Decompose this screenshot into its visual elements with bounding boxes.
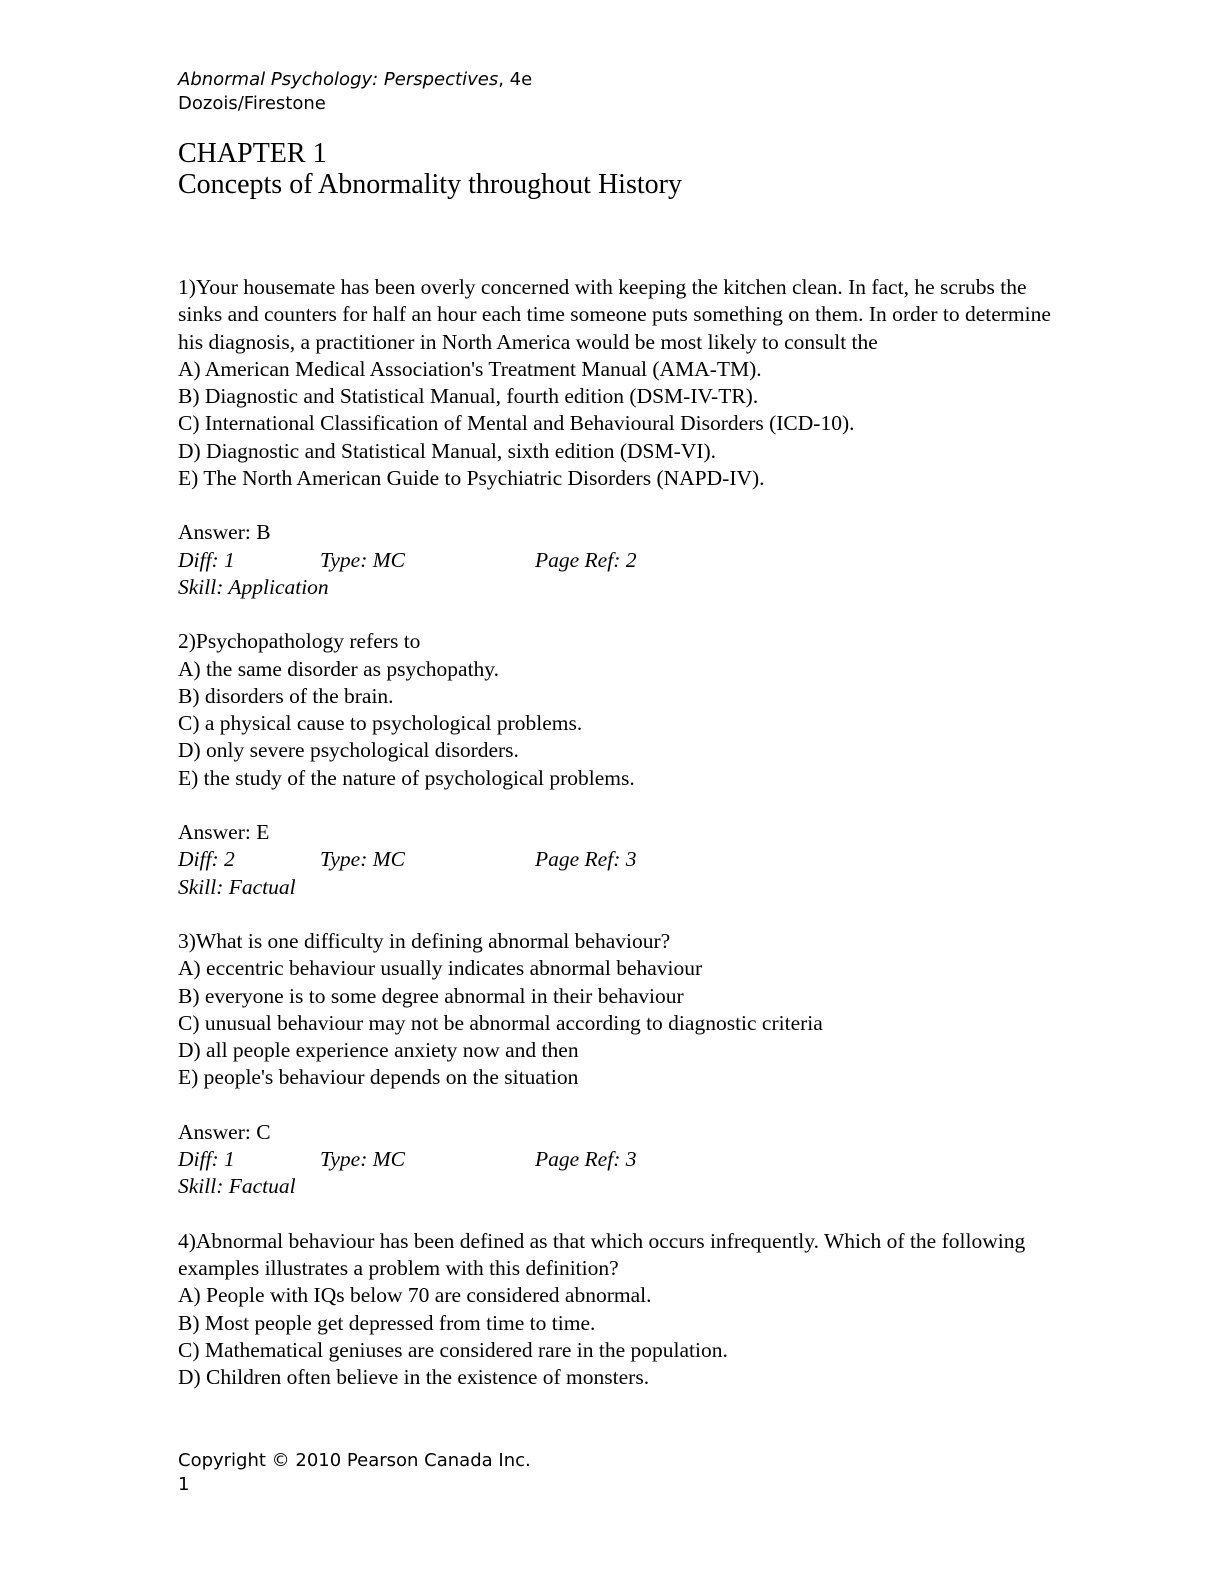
question-meta bbox=[178, 819, 1058, 901]
question-type: Type: MC bbox=[320, 547, 405, 572]
option-e: E) The North American Guide to Psychiatric Disorders (NAPD-IV). bbox=[178, 466, 765, 491]
chapter-title: Concepts of Abnormality throughout History bbox=[178, 169, 682, 200]
skill: Skill: Application bbox=[178, 574, 329, 599]
option-b: B) everyone is to some degree abnormal in their behaviour bbox=[178, 983, 684, 1008]
option-a: A) People with IQs below 70 are considered abnormal. bbox=[178, 1283, 652, 1308]
option-c: C) Mathematical geniuses are considered rare in the population. bbox=[178, 1337, 728, 1362]
chapter-number: CHAPTER 1 bbox=[178, 138, 327, 169]
option-a: A) the same disorder as psychopathy. bbox=[178, 656, 500, 681]
question-meta bbox=[178, 519, 1058, 601]
book-title: Abnormal Psychology: Perspectives bbox=[178, 69, 499, 90]
option-d: D) Diagnostic and Statistical Manual, sixth edition (DSM-VI). bbox=[178, 438, 717, 463]
question-2 bbox=[178, 628, 1058, 901]
page-footer bbox=[178, 1449, 531, 1497]
question-3 bbox=[178, 928, 1058, 1201]
question-1 bbox=[178, 274, 1058, 601]
book-edition: , 4e bbox=[498, 69, 533, 90]
meta-row bbox=[178, 1146, 1058, 1173]
chapter-heading bbox=[178, 138, 1058, 200]
meta-row bbox=[178, 846, 1058, 873]
skill: Skill: Factual bbox=[178, 874, 296, 899]
page-ref: Page Ref: 3 bbox=[535, 847, 637, 872]
option-b: B) Diagnostic and Statistical Manual, fourth edition (DSM-IV-TR). bbox=[178, 384, 759, 409]
document-page bbox=[178, 68, 1058, 1418]
option-e: E) the study of the nature of psychological problems. bbox=[178, 765, 635, 790]
option-e: E) people's behaviour depends on the situation bbox=[178, 1065, 579, 1090]
book-header bbox=[178, 68, 1058, 116]
difficulty: Diff: 1 bbox=[178, 1147, 235, 1172]
question-stem: 1)Your housemate has been overly concerned with keeping the kitchen clean. In fact, he scrubs the sinks and counters for half an hour each time someone puts something on them. In order to determine his diagnosis, a practitioner in North America would be most likely to consult the bbox=[178, 275, 1051, 354]
answer: Answer: E bbox=[178, 820, 270, 845]
page-ref: Page Ref: 3 bbox=[535, 1147, 637, 1172]
answer: Answer: B bbox=[178, 520, 271, 545]
option-c: C) a physical cause to psychological problems. bbox=[178, 711, 583, 736]
skill: Skill: Factual bbox=[178, 1174, 296, 1199]
option-a: A) eccentric behaviour usually indicates abnormal behaviour bbox=[178, 956, 703, 981]
copyright: Copyright © 2010 Pearson Canada Inc. bbox=[178, 1450, 531, 1471]
option-c: C) unusual behaviour may not be abnormal according to diagnostic criteria bbox=[178, 1010, 823, 1035]
question-type: Type: MC bbox=[320, 847, 405, 872]
question-meta bbox=[178, 1119, 1058, 1201]
difficulty: Diff: 1 bbox=[178, 547, 235, 572]
option-d: D) only severe psychological disorders. bbox=[178, 738, 519, 763]
meta-row bbox=[178, 547, 1058, 574]
option-c: C) International Classification of Mental and Behavioural Disorders (ICD-10). bbox=[178, 411, 855, 436]
option-d: D) Children often believe in the existence of monsters. bbox=[178, 1365, 650, 1390]
page-ref: Page Ref: 2 bbox=[535, 547, 637, 572]
question-4 bbox=[178, 1228, 1058, 1392]
option-a: A) American Medical Association's Treatment Manual (AMA-TM). bbox=[178, 356, 762, 381]
page-number: 1 bbox=[178, 1474, 190, 1495]
difficulty: Diff: 2 bbox=[178, 847, 235, 872]
question-stem: 2)Psychopathology refers to bbox=[178, 629, 421, 654]
answer: Answer: C bbox=[178, 1119, 271, 1144]
book-authors: Dozois/Firestone bbox=[178, 93, 326, 114]
option-b: B) Most people get depressed from time to time. bbox=[178, 1310, 596, 1335]
book-title-line bbox=[178, 68, 1058, 92]
option-d: D) all people experience anxiety now and then bbox=[178, 1038, 579, 1063]
question-stem: 3)What is one difficulty in defining abnormal behaviour? bbox=[178, 928, 671, 953]
option-b: B) disorders of the brain. bbox=[178, 683, 394, 708]
question-stem: 4)Abnormal behaviour has been defined as that which occurs infrequently. Which of the following examples illustrates a problem with this definition? bbox=[178, 1228, 1026, 1280]
question-type: Type: MC bbox=[320, 1147, 405, 1172]
